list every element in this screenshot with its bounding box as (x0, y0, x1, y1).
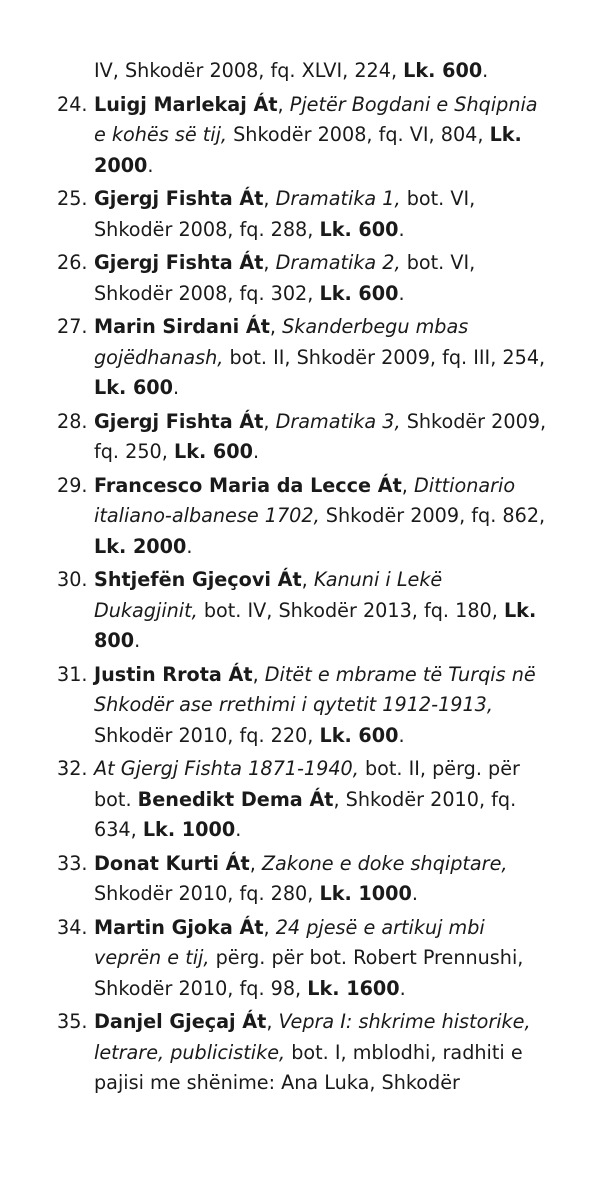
plain-text: . (398, 281, 405, 305)
item-number: 29. (57, 473, 88, 497)
bold-text: Lk. 600 (173, 440, 253, 463)
plain-text: . (173, 376, 180, 399)
bold-text: Lk. 600 (403, 59, 483, 82)
plain-text: . (147, 153, 154, 177)
book-list-page (0, 56, 591, 1102)
plain-text: , (249, 851, 262, 875)
item-number: 26. (57, 251, 88, 274)
plain-text: bot. II, Shkodër 2009, fq. III, 254, (223, 345, 546, 369)
bold-text: Donat Kurti Át (94, 851, 250, 875)
plain-text: , (269, 315, 283, 338)
italic-text: Dittionario italiano-albanese 1702, (94, 473, 516, 527)
italic-text: Zakone e doke shqiptare, (261, 851, 508, 875)
plain-text: . (411, 882, 418, 905)
plain-text: , (252, 662, 265, 686)
plain-text: , (301, 568, 314, 591)
list-item (0, 90, 591, 182)
item-number: 28. (57, 409, 88, 433)
item-number: 32. (57, 757, 88, 780)
item-text (94, 407, 551, 468)
item-text (94, 660, 551, 752)
list-item (0, 754, 591, 846)
bold-text: Lk. 600 (319, 217, 399, 241)
plain-text: . (399, 976, 406, 1000)
item-number: 25. (57, 187, 88, 210)
item-text (94, 184, 551, 245)
list-item (0, 471, 591, 563)
plain-text: . (235, 818, 242, 841)
list-item (0, 913, 591, 1005)
plain-text: , (401, 473, 414, 497)
bold-text: Danjel Gjeçaj Át (94, 1010, 267, 1033)
bold-text: Lk. 600 (319, 723, 399, 747)
item-text (94, 754, 551, 846)
list-item (0, 56, 591, 87)
plain-text: , (263, 251, 276, 274)
plain-text: , (263, 409, 276, 433)
bold-text: Francesco Maria da Lecce Át (94, 473, 402, 497)
plain-text: . (186, 534, 193, 558)
list-item (0, 407, 591, 468)
item-text (94, 849, 551, 910)
italic-text: Pjetër Bogdani e Shqipnia e kohës së tij, (94, 92, 538, 146)
plain-text: përg. për bot. Robert Prennushi, Shkodër 2010, fq. 98, (94, 946, 524, 1000)
item-number: 24. (57, 92, 88, 116)
bold-text: Lk. 1000 (142, 818, 236, 841)
bold-text: Gjergj Fishta Át (94, 187, 264, 210)
plain-text: bot. VI, Shkodër 2008, fq. 288, (94, 187, 476, 241)
item-text (94, 913, 551, 1005)
plain-text: . (482, 59, 489, 82)
item-number: 33. (57, 851, 88, 875)
italic-text: 24 pjesë e artikuj mbi veprën e tij, (94, 915, 485, 969)
plain-text: , Shkodër 2010, fq. 634, (94, 787, 517, 841)
bold-text: Martin Gjoka Át (94, 915, 264, 939)
plain-text: Shkodër 2010, fq. 280, (94, 882, 320, 905)
plain-text: , (277, 92, 290, 116)
item-number: 31. (57, 662, 88, 686)
plain-text: . (398, 723, 405, 747)
list-item (0, 184, 591, 245)
plain-text: , (263, 187, 276, 210)
plain-text: Shkodër 2009, fq. 250, (94, 409, 547, 463)
italic-text: Kanuni i Lekë Dukagjinit, (94, 568, 443, 622)
item-text (94, 1007, 551, 1099)
italic-text: Dramatika 3, (275, 409, 401, 433)
bold-text: Lk. 1600 (307, 976, 400, 1000)
bold-text: Lk. 1000 (319, 882, 412, 905)
plain-text: . (398, 217, 405, 241)
bold-text: Lk. 2000 (94, 123, 522, 177)
plain-text: IV, Shkodër 2008, fq. XLVI, 224, (94, 59, 404, 82)
item-text (94, 90, 551, 182)
plain-text: bot. I, mblodhi, radhiti e pajisi me shënime: Ana Luka, Shkodër (94, 1040, 523, 1094)
plain-text: Shkodër 2010, fq. 220, (94, 723, 320, 747)
list-item (0, 248, 591, 309)
list-item (0, 565, 591, 657)
item-text (94, 565, 551, 657)
italic-text: Skanderbegu mbas gojëdhanash, (94, 315, 469, 369)
bold-text: Shtjefën Gjeçovi Át (94, 568, 302, 591)
bold-text: Lk. 600 (319, 281, 399, 305)
italic-text: At Gjergj Fishta 1871-1940, (94, 757, 359, 780)
list-item (0, 849, 591, 910)
italic-text: Vepra I: shkrime historike, letrare, publicistike, (94, 1010, 531, 1064)
plain-text: Shkodër 2009, fq. 862, (319, 504, 546, 527)
plain-text: bot. IV, Shkodër 2013, fq. 180, (197, 598, 504, 622)
list-item (0, 660, 591, 752)
item-text (94, 471, 551, 563)
bold-text: Lk. 600 (94, 376, 174, 399)
list-item (0, 312, 591, 404)
bold-text: Gjergj Fishta Át (94, 251, 264, 274)
plain-text: , (263, 915, 276, 939)
italic-text: Ditët e mbrame të Turqis në Shkodër ase rrethimi i qytetit 1912-1913, (94, 662, 536, 716)
italic-text: Dramatika 2, (275, 251, 401, 274)
item-number: 35. (57, 1010, 88, 1033)
bold-text: Luigj Marlekaj Át (94, 92, 278, 116)
plain-text: bot. II, përg. për bot. (94, 757, 520, 811)
italic-text: Dramatika 1, (275, 187, 401, 210)
bold-text: Lk. 800 (94, 598, 537, 652)
item-number: 27. (57, 315, 88, 338)
item-text (94, 56, 551, 87)
item-number: 34. (57, 915, 88, 939)
plain-text: bot. VI, Shkodër 2008, fq. 302, (94, 251, 476, 305)
plain-text: Shkodër 2008, fq. VI, 804, (227, 123, 490, 146)
bold-text: Marin Sirdani Át (94, 315, 270, 338)
item-number: 30. (57, 568, 88, 591)
bold-text: Justin Rrota Át (94, 662, 253, 686)
bold-text: Lk. 2000 (94, 534, 187, 558)
plain-text: . (134, 629, 141, 652)
item-text (94, 248, 551, 309)
list-item (0, 1007, 591, 1099)
bold-text: Benedikt Dema Át (137, 787, 334, 811)
plain-text: , (266, 1010, 279, 1033)
bold-text: Gjergj Fishta Át (94, 409, 264, 433)
plain-text: . (252, 440, 260, 463)
item-text (94, 312, 551, 404)
